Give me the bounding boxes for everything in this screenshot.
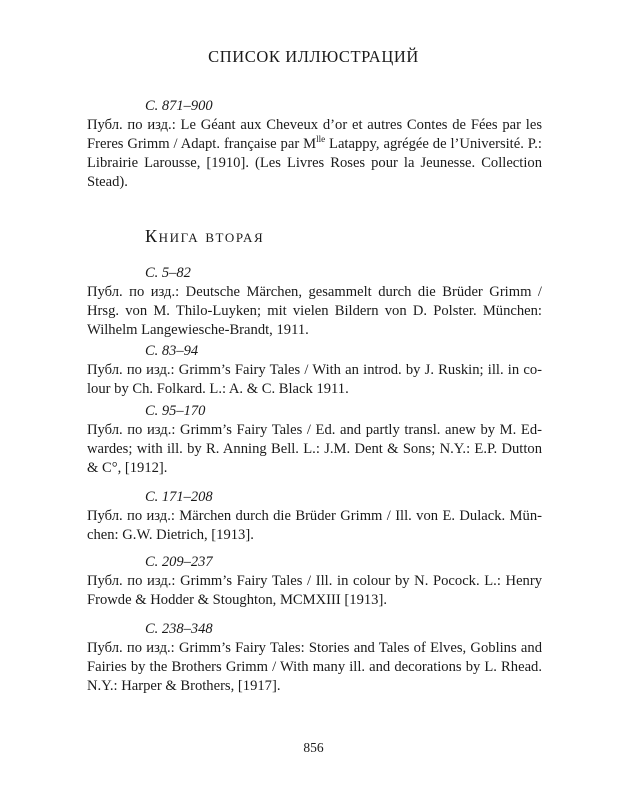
illustration-entry [87,402,542,478]
superscript: lle [316,134,326,145]
entry-page-range: С. 5–82 [145,265,191,281]
entry-citation: Публ. по изд.: Grimm’s Fairy Tales / With an introd. by J. Ruskin; ill. in colour by Ch. Folkard. L.: A. & C. Black 1911. [87,362,542,397]
illustration-entry [87,342,542,399]
entry-page-range: С. 95–170 [145,403,206,419]
illustration-entry [87,97,542,192]
entry-page-range: С. 238–348 [145,621,213,637]
entry-citation: Публ. по изд.: Grimm’s Fairy Tales / Ed. and partly transl. anew by M. Edwardes; with ill. by R. Anning Bell. L.: J.M. Dent & Sons; N.Y.: E.P. Dutton & C°, [1912]. [87,422,542,476]
entry-citation: Публ. по изд.: Grimm’s Fairy Tales: Stories and Tales of Elves, Goblins and Fairies by the Brothers Grimm / With many ill. and decorations by L. Rhead. N.Y.: Harper & Brothers, [1917]. [87,640,542,694]
illustration-entry [87,620,542,696]
entry-page-range: С. 209–237 [145,554,213,570]
illustration-entry [87,264,542,340]
entry-page-range: С. 171–208 [145,489,213,505]
page-number: 856 [303,740,324,755]
entry-page-range: С. 871–900 [145,98,213,114]
illustration-entry [87,488,542,545]
section-heading: Книга вторая [145,226,265,246]
entry-citation: Публ. по изд.: Deutsche Märchen, gesammelt durch die Brüder Grimm / Hrsg. von M. Thilo-Luyken; mit vielen Bildern von D. Polster. München: Wilhelm Langewiesche-Brandt, 1911. [87,284,542,338]
entry-page-range: С. 83–94 [145,343,199,359]
running-head: СПИСОК ИЛЛЮСТРАЦИЙ [208,47,419,66]
illustration-entry [87,553,542,610]
entry-citation: Публ. по изд.: Le Géant aux Cheveux d’or et autres Contes de Fées par les Freres Grimm / Adapt. française par $M^{lle}$ Latappy, agrégée de l’Université. P.: Librairie Larousse, [1910]. (Les Livres Roses pour la Jeunesse. Collection Stead). [87,117,542,190]
entry-citation: Публ. по изд.: Märchen durch die Brüder Grimm / Ill. von E. Dulack. München: G.W. Dietrich, [1913]. [87,508,542,543]
entry-citation: Публ. по изд.: Grimm’s Fairy Tales / Ill. in colour by N. Pocock. L.: Henry Frowde & Hodder & Stoughton, MCMXIII [1913]. [87,573,542,608]
